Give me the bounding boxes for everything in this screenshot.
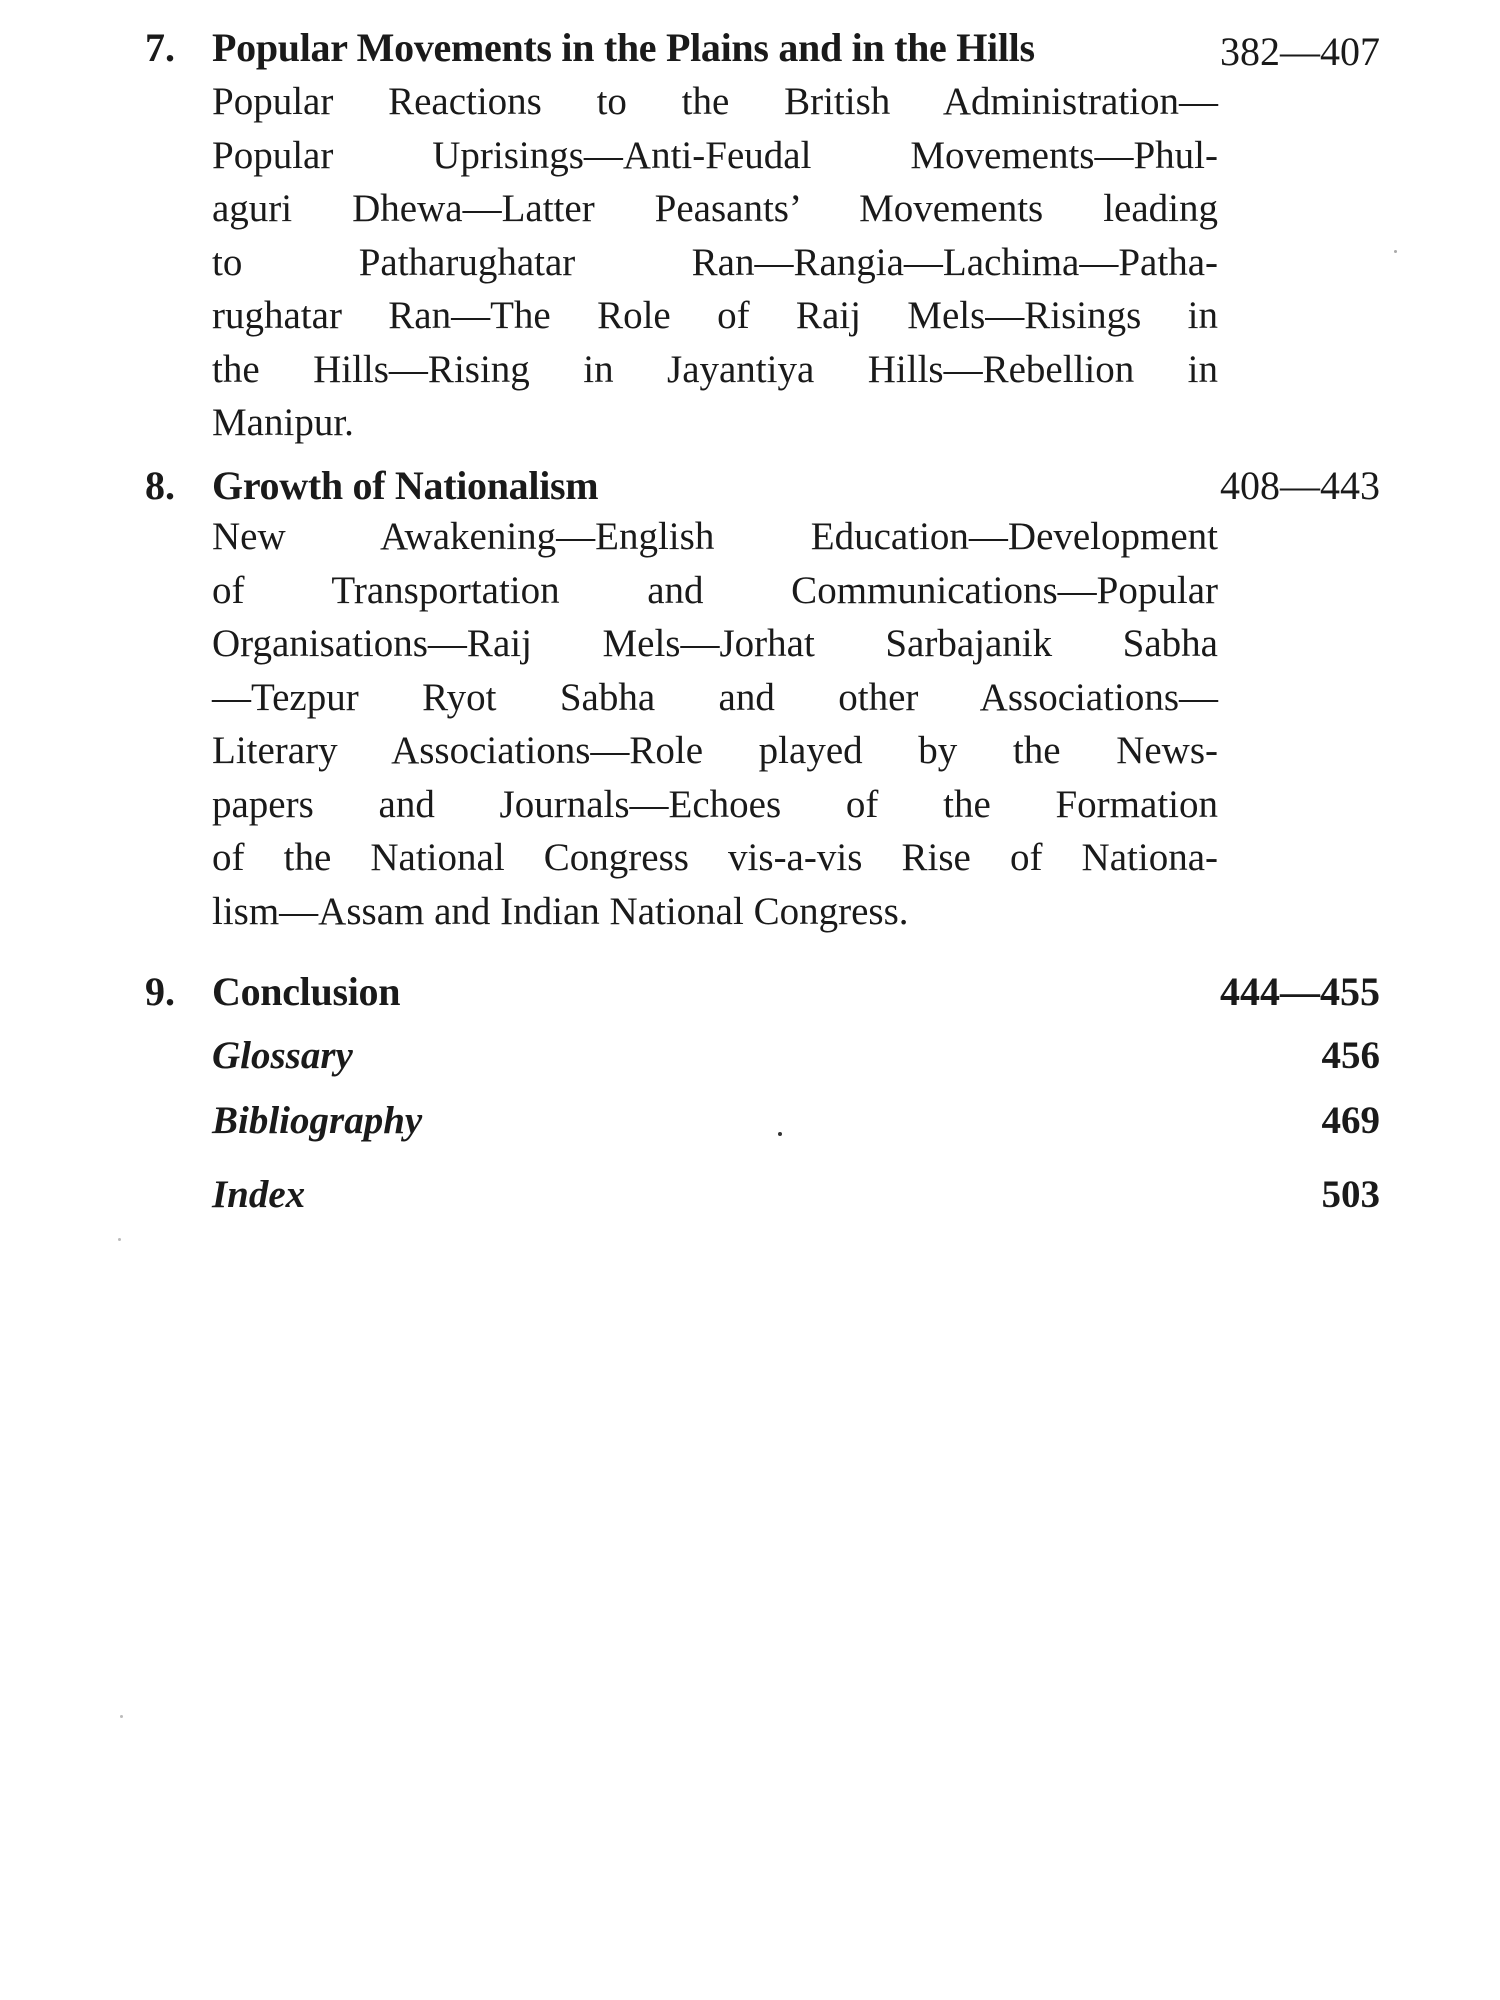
chapter-title: Popular Movements in the Plains and in the Hills (212, 25, 1035, 70)
backmatter-label: Glossary (212, 1034, 353, 1077)
chapter-description (212, 510, 1218, 938)
chapter-number: 9. (145, 969, 175, 1014)
backmatter-page: 456 (1321, 1034, 1380, 1077)
scan-speck (118, 1238, 121, 1241)
description-line: of the National Congress vis-a-vis Rise of Nationa- (212, 836, 1218, 879)
description-line: rughatar Ran—The Role of Raij Mels—Risings in (212, 294, 1218, 337)
chapter-number: 8. (145, 463, 175, 508)
description-line: Literary Associations—Role played by the News- (212, 729, 1218, 772)
chapter-number: 7. (145, 25, 175, 70)
scan-speck (1394, 250, 1397, 253)
description-line: the Hills—Rising in Jayantiya Hills—Rebellion in (212, 347, 1218, 391)
description-line: Popular Reactions to the British Administration— (212, 80, 1218, 123)
description-line: —Tezpur Ryot Sabha and other Associations— (212, 675, 1218, 719)
chapter-title: Conclusion (212, 969, 401, 1014)
description-line: lism—Assam and Indian National Congress. (212, 889, 909, 933)
scan-speck (778, 1132, 782, 1136)
chapter-title: Growth of Nationalism (212, 463, 599, 508)
scan-speck (120, 1715, 123, 1718)
description-line: to Patharughatar Ran—Rangia—Lachima—Patha- (212, 240, 1218, 284)
description-line: Organisations—Raij Mels—Jorhat Sarbajanik Sabha (212, 622, 1218, 665)
description-line: Popular Uprisings—Anti-Feudal Movements—Phul- (212, 133, 1218, 177)
backmatter-label: Bibliography (212, 1099, 423, 1142)
backmatter-page: 503 (1321, 1173, 1380, 1216)
chapter-page-range: 444—455 (1220, 969, 1380, 1014)
backmatter-label: Index (212, 1173, 306, 1216)
chapter-page-range: 382—407 (1220, 29, 1380, 74)
description-line: papers and Journals—Echoes of the Formation (212, 782, 1218, 826)
description-line: of Transportation and Communications—Popular (212, 568, 1218, 612)
description-line: aguri Dhewa—Latter Peasants’ Movements leading (212, 187, 1218, 230)
description-line: Manipur. (212, 401, 354, 444)
chapter-description (212, 75, 1218, 450)
chapter-page-range: 408—443 (1220, 463, 1380, 508)
description-line: New Awakening—English Education—Development (212, 515, 1218, 558)
backmatter-page: 469 (1321, 1099, 1380, 1142)
